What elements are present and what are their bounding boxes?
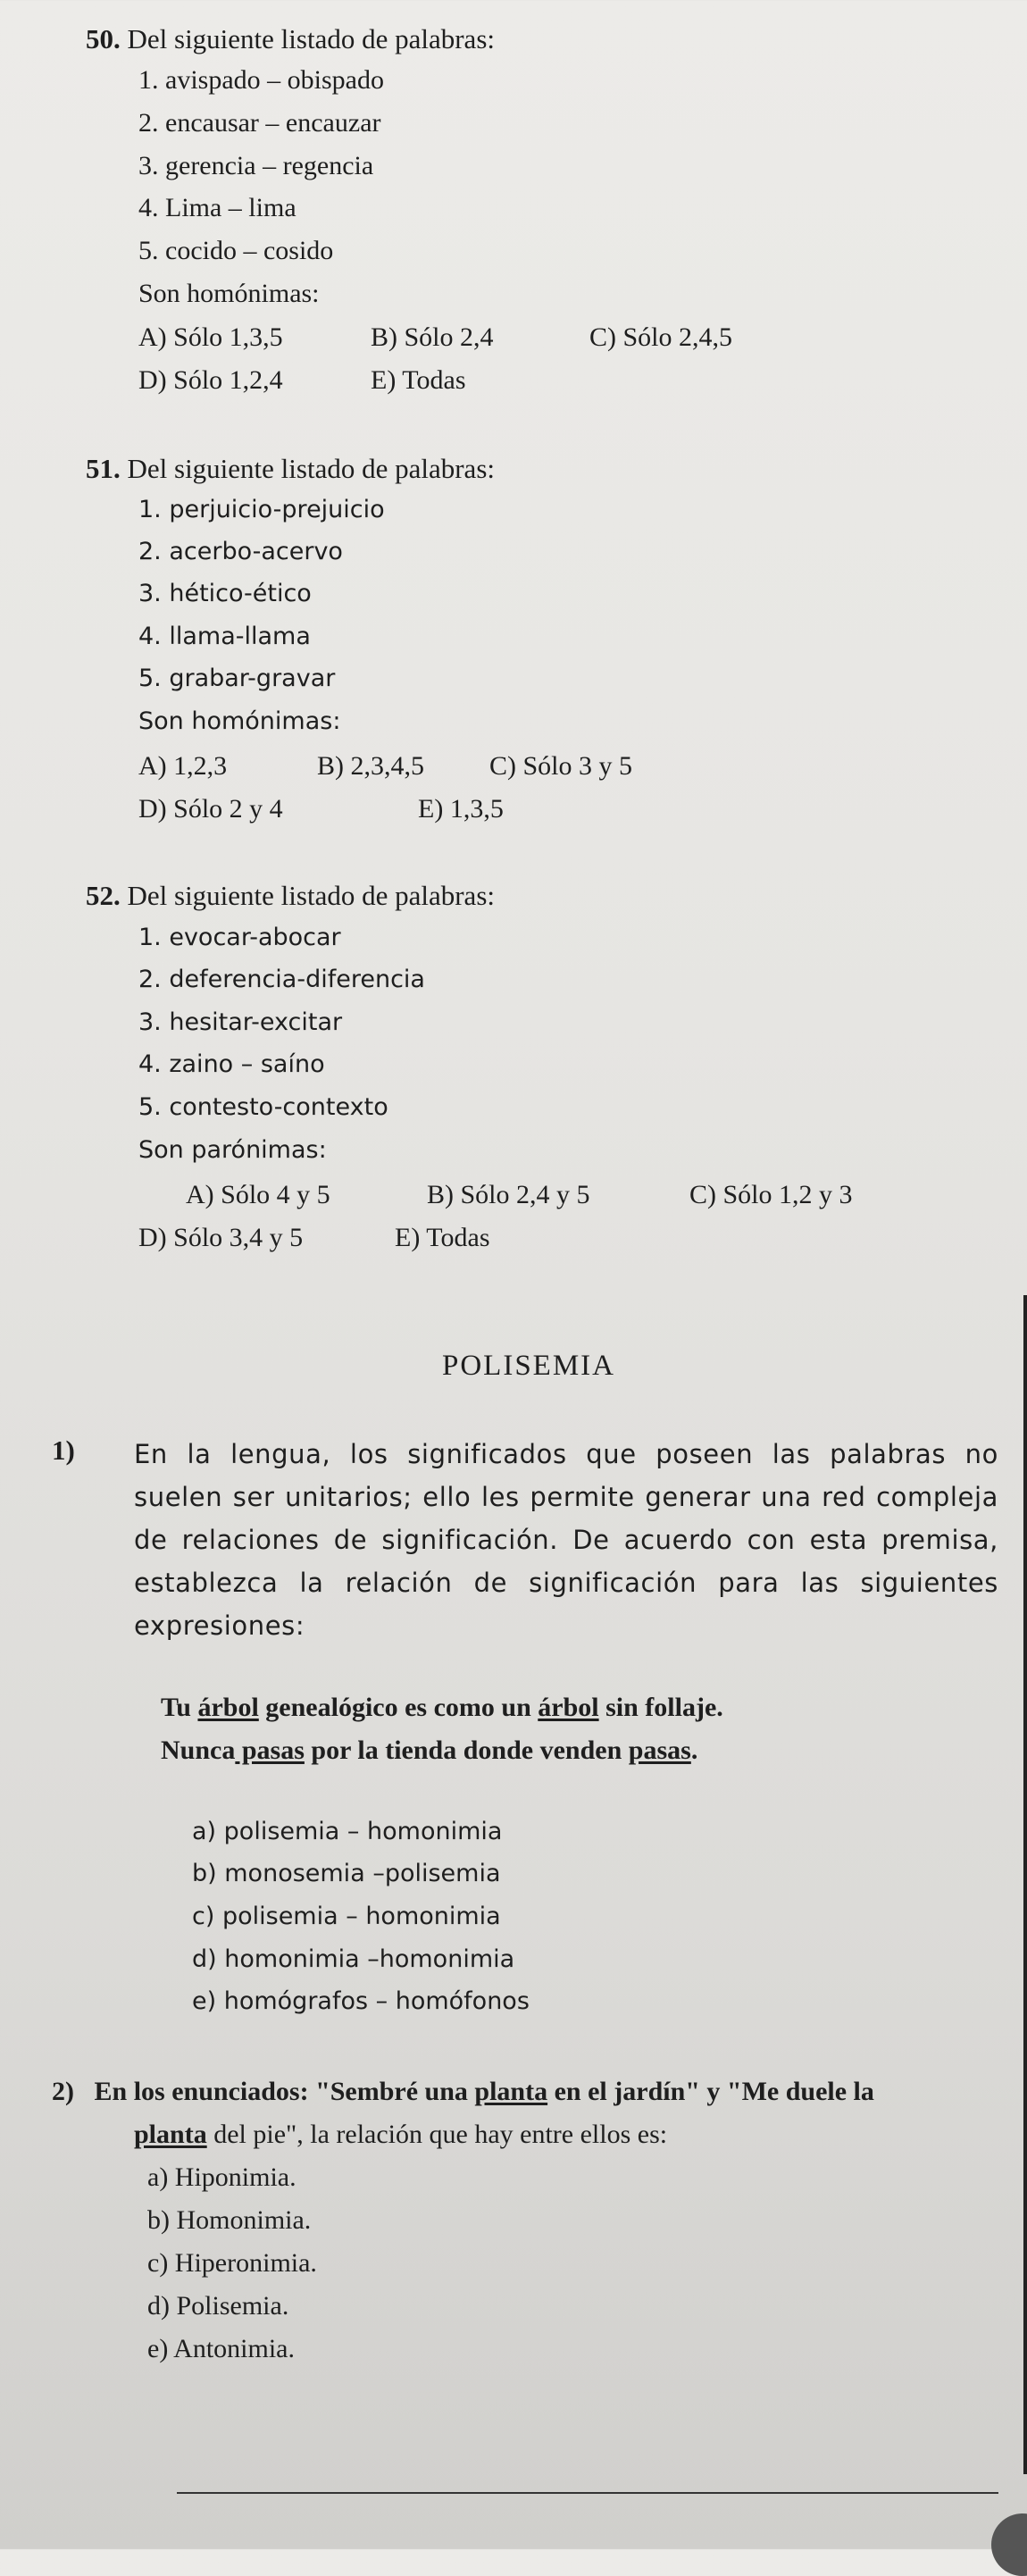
question-prompt: Son homónimas: xyxy=(138,279,320,308)
option-e: E) Todas xyxy=(371,365,466,395)
list-item: 2. encausar – encauzar xyxy=(138,108,381,138)
text-segment: . xyxy=(690,1735,698,1765)
option-b: b) monosemia –polisemia xyxy=(192,1860,501,1887)
list-item: 2. acerbo-acervo xyxy=(138,538,343,565)
question-stem: En la lengua, los significados que poseen las palabras no suelen ser unitarios; ello les permite generar una red compleja de relaciones de significación. De acuerdo con esta premisa, establezca la relación de significación para las siguientes expresiones: xyxy=(134,1439,998,1641)
question-number: 52. xyxy=(86,880,121,911)
option-d: D) Sólo 1,2,4 xyxy=(138,365,283,395)
option-d: d) Polisemia. xyxy=(147,2291,289,2321)
question-2-line-2 xyxy=(134,2117,667,2152)
option-a: A) Sólo 4 y 5 xyxy=(186,1180,330,1209)
option-a: A) Sólo 1,3,5 xyxy=(138,322,283,352)
text-segment: En los enunciados: "Sembré una xyxy=(94,2077,475,2106)
example-sentence-2 xyxy=(161,1733,697,1768)
option-d: d) homonimia –homonimia xyxy=(192,1945,515,1973)
option-c: C) Sólo 2,4,5 xyxy=(589,322,733,352)
question-stem: Del siguiente listado de palabras: xyxy=(127,880,495,911)
option-c: c) Hiperonimia. xyxy=(147,2248,317,2278)
question-prompt: Son parónimas: xyxy=(138,1136,327,1164)
list-item: 5. contesto-contexto xyxy=(138,1093,388,1121)
question-number: 51. xyxy=(86,453,121,484)
option-d: D) Sólo 2 y 4 xyxy=(138,794,283,824)
option-c: C) Sólo 1,2 y 3 xyxy=(689,1180,853,1209)
list-item: 4. zaino – saíno xyxy=(138,1050,325,1078)
list-item: 5. grabar-gravar xyxy=(138,665,336,692)
list-item: 3. hesitar-excitar xyxy=(138,1008,343,1036)
underlined-word: árbol xyxy=(197,1693,259,1722)
option-d: D) Sólo 3,4 y 5 xyxy=(138,1223,304,1252)
question-stem: Del siguiente listado de palabras: xyxy=(127,23,495,54)
option-a: A) 1,2,3 xyxy=(138,751,228,781)
list-item: 3. gerencia – regencia xyxy=(138,151,374,180)
option-b: B) Sólo 2,4 y 5 xyxy=(427,1180,590,1209)
text-segment: en el jardín" y "Me duele la xyxy=(547,2077,874,2106)
page-edge-line xyxy=(1023,1295,1027,2474)
question-number: 50. xyxy=(86,23,121,54)
underlined-word: pasas xyxy=(628,1735,691,1765)
text-segment: sin follaje. xyxy=(598,1693,723,1722)
option-e: E) Todas xyxy=(395,1223,490,1252)
option-e: E) 1,3,5 xyxy=(418,794,504,824)
question-number xyxy=(52,1433,75,1468)
underlined-word: pasas xyxy=(235,1735,305,1765)
question-number-label: 1) xyxy=(52,1434,75,1466)
text-segment: por la tienda donde venden xyxy=(304,1735,629,1765)
question-prompt: Son homónimas: xyxy=(138,707,341,735)
bottom-rule xyxy=(177,2492,998,2494)
option-e: e) Antonimia. xyxy=(147,2334,295,2363)
question-stem: Del siguiente listado de palabras: xyxy=(127,453,495,484)
text-segment: Tu xyxy=(161,1693,198,1722)
question-50-title xyxy=(86,21,495,57)
list-item: 4. llama-llama xyxy=(138,623,311,650)
option-c: c) polisemia – homonimia xyxy=(192,1903,501,1930)
underlined-word: planta xyxy=(134,2120,207,2149)
option-a: a) polisemia – homonimia xyxy=(192,1818,503,1845)
option-b: B) 2,3,4,5 xyxy=(317,751,424,781)
option-c: C) Sólo 3 y 5 xyxy=(489,751,633,781)
corner-shadow xyxy=(991,2513,1027,2576)
list-item: 1. perjuicio-prejuicio xyxy=(138,496,385,523)
list-item: 3. hético-ético xyxy=(138,580,312,607)
question-51-title xyxy=(86,451,495,487)
option-a: a) Hiponimia. xyxy=(147,2162,296,2192)
text-segment: del pie", la relación que hay entre ellos es: xyxy=(206,2120,668,2149)
question-2-line-1 xyxy=(52,2074,874,2109)
option-e: e) homógrafos – homófonos xyxy=(192,1987,530,2015)
list-item: 2. deferencia-diferencia xyxy=(138,966,425,993)
list-item: 4. Lima – lima xyxy=(138,193,296,222)
list-item: 1. avispado – obispado xyxy=(138,65,384,95)
section-heading: POLISEMIA xyxy=(442,1350,616,1382)
list-item: 5. cocido – cosido xyxy=(138,236,334,265)
question-52-title xyxy=(86,878,495,914)
example-sentence-1 xyxy=(161,1690,723,1725)
list-item: 1. evocar-abocar xyxy=(138,924,341,951)
option-b: B) Sólo 2,4 xyxy=(371,322,494,352)
text-segment: genealógico es como un xyxy=(258,1693,539,1722)
underlined-word: planta xyxy=(474,2077,548,2106)
text-segment: Nunca xyxy=(161,1735,236,1765)
option-b: b) Homonimia. xyxy=(147,2205,312,2235)
question-number-label: 2) xyxy=(52,2077,74,2106)
underlined-word: árbol xyxy=(538,1693,599,1722)
